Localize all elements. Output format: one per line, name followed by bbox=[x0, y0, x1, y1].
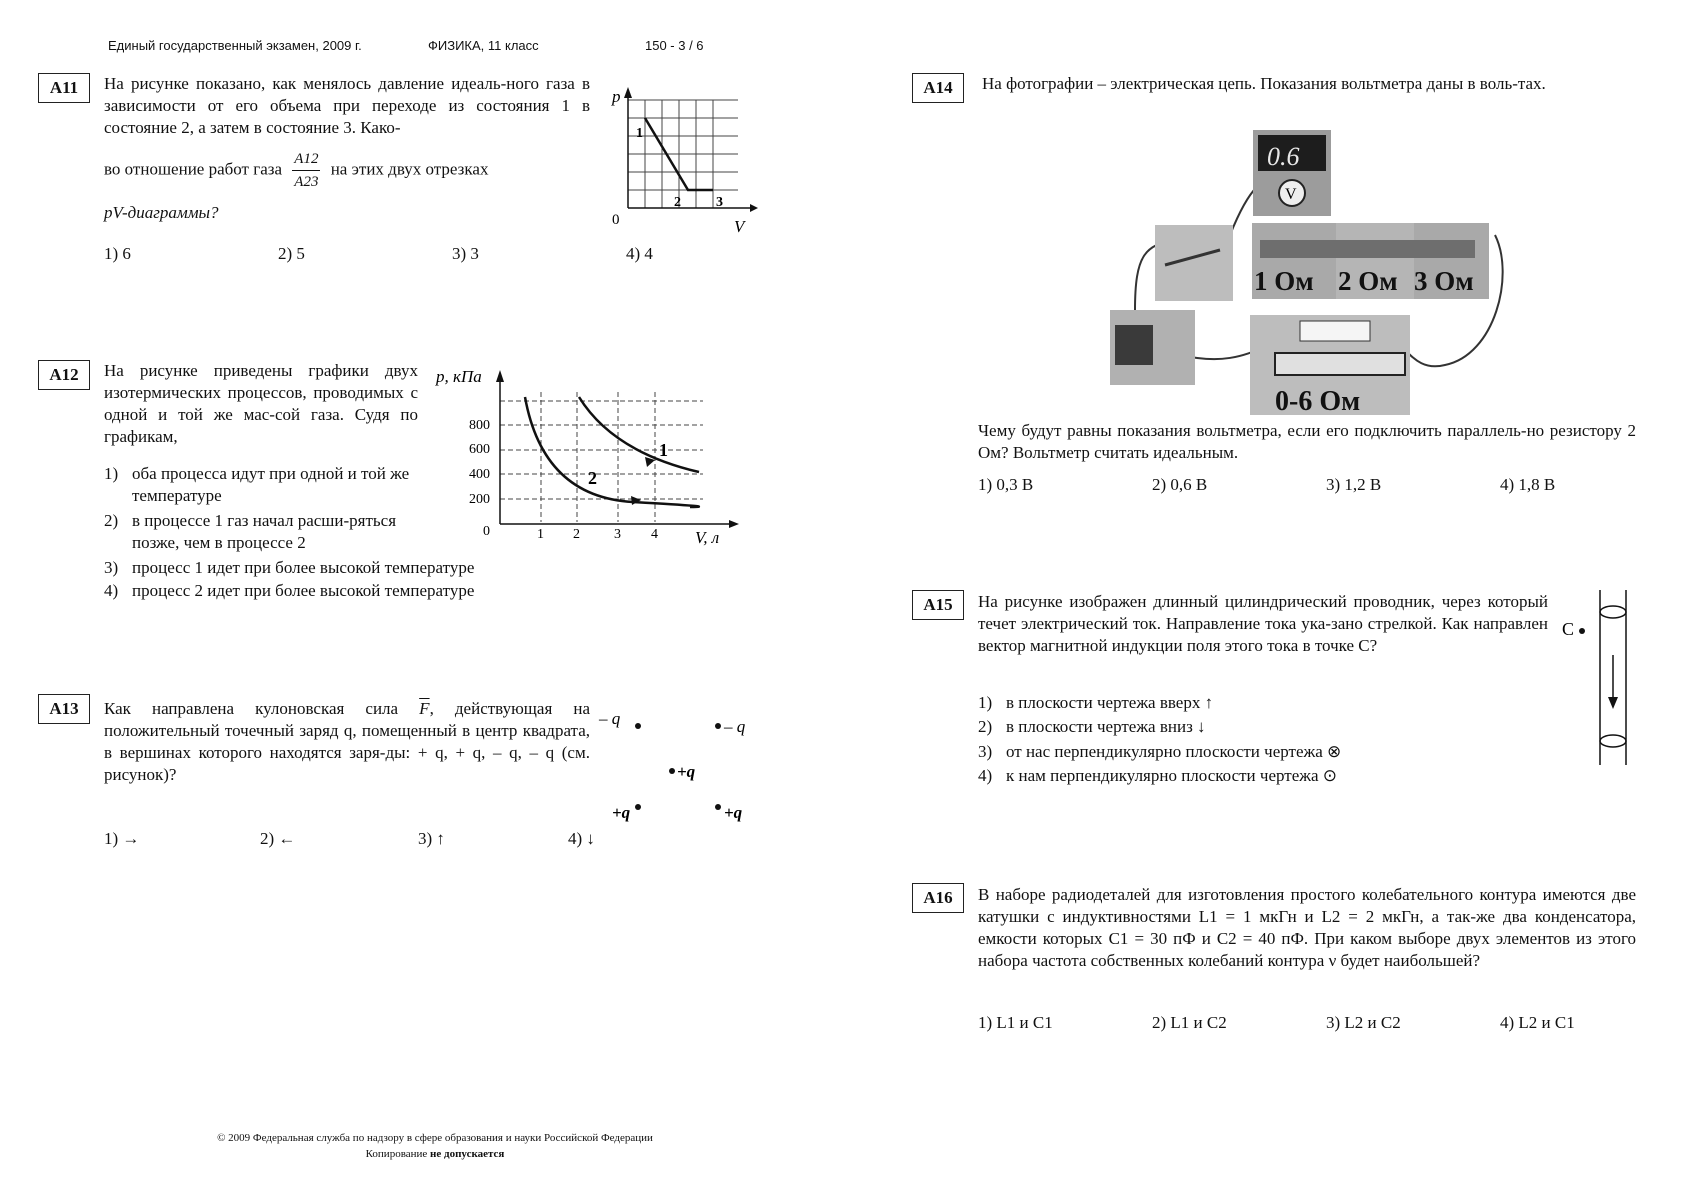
a15-option-3-text: от нас перпендикулярно плоскости чертежа ⊗ bbox=[1006, 742, 1342, 761]
a12-option-4-text: процесс 2 идет при более высокой температуре bbox=[132, 581, 475, 600]
a11-point-1: 1 bbox=[636, 126, 643, 141]
a12-grid bbox=[500, 392, 703, 522]
task-label-a14: А14 bbox=[912, 73, 964, 103]
a11-origin: 0 bbox=[612, 212, 620, 228]
a13-charge-br-dot bbox=[715, 804, 721, 810]
a13-charge-tl: – q bbox=[599, 709, 621, 728]
a11-p-label: p bbox=[612, 87, 621, 106]
a15-option-4-num: 4) bbox=[978, 766, 993, 785]
a12-option-3[interactable] bbox=[104, 557, 474, 579]
a11-answer-1[interactable]: 1) 6 bbox=[104, 244, 131, 263]
a11-text-line3: pV-диаграммы? bbox=[104, 203, 219, 222]
a14-resistor-3-label: 3 Ом bbox=[1414, 266, 1474, 296]
a11-ratio-numerator: A12 bbox=[292, 148, 320, 171]
a11-ratio bbox=[292, 148, 320, 193]
a11-p-axis-arrow bbox=[624, 87, 632, 98]
a12-xtick-3: 3 bbox=[614, 527, 621, 542]
a12-ytick-800: 800 bbox=[469, 418, 490, 433]
a16-answer-4[interactable]: 4) L2 и C1 bbox=[1500, 1013, 1575, 1032]
a12-xtick-2: 2 bbox=[573, 527, 580, 542]
a13-answer-4[interactable]: 4) ↓ bbox=[568, 829, 595, 848]
a11-text-part-b: на этих двух отрезках bbox=[330, 159, 489, 179]
a14-resistor-1-label: 1 Ом bbox=[1254, 266, 1314, 296]
a12-option-2-num: 2) bbox=[104, 511, 119, 530]
a11-answer-2[interactable]: 2) 5 bbox=[278, 244, 305, 263]
a12-option-1[interactable] bbox=[104, 463, 414, 507]
a12-p-axis-arrow bbox=[496, 370, 504, 382]
a12-origin: 0 bbox=[483, 524, 490, 539]
a12-ytick-600: 600 bbox=[469, 442, 490, 457]
a13-force-symbol: $\overline{F}$ bbox=[419, 699, 430, 718]
a16-answer-3[interactable]: 3) L2 и C2 bbox=[1326, 1013, 1401, 1032]
a13-text-part-a: Как направлена кулоновская сила bbox=[104, 699, 399, 718]
a12-option-2[interactable] bbox=[104, 510, 414, 554]
task-label-a13: А13 bbox=[38, 694, 90, 724]
a13-text-part-b: , действующая на положительный точечный заряд q, помещенный в центр квадрата, в вершинах которого находятся заря-ды: + q, + q, – q, – q (см. рисунок)? bbox=[104, 699, 590, 784]
a11-v-label: V bbox=[734, 217, 745, 235]
a14-question: Чему будут равны показания вольтметра, если его подключить параллель-но резистору 2 Ом? Вольтметр считать идеальным. bbox=[978, 421, 1636, 462]
a12-v-axis-arrow bbox=[729, 520, 739, 528]
a13-charge-br: +q bbox=[724, 803, 743, 822]
a12-curve-1-label: 1 bbox=[659, 440, 668, 460]
a13-charge-center-dot bbox=[669, 768, 675, 774]
a13-charge-tr-dot bbox=[715, 723, 721, 729]
a15-cylinder-bottom bbox=[1600, 735, 1626, 747]
a14-voltmeter-letter: V bbox=[1285, 186, 1297, 203]
a15-cylinder-top bbox=[1600, 606, 1626, 618]
a15-option-1[interactable] bbox=[978, 692, 1213, 714]
task-label-a11: А11 bbox=[38, 73, 90, 103]
a11-text: На рисунке показано, как менялось давление идеаль-ного газа в зависимости от его объема при переходе из состояния 1 в состояние 2, а затем в состояние 3. Како- bbox=[104, 74, 590, 137]
a11-answer-4[interactable]: 4) 4 bbox=[626, 244, 653, 263]
a12-option-4-num: 4) bbox=[104, 581, 119, 600]
a12-text: На рисунке приведены графики двух изотермических процессов, проводимых с одной и той же мас-сой газа. Судя по графикам, bbox=[104, 361, 418, 446]
a15-option-2[interactable] bbox=[978, 716, 1206, 738]
a16-answer-2[interactable]: 2) L1 и C2 bbox=[1152, 1013, 1227, 1032]
a11-text-line2 bbox=[104, 148, 590, 193]
a12-ytick-400: 400 bbox=[469, 467, 490, 482]
a12-ytick-200: 200 bbox=[469, 492, 490, 507]
a12-option-1-text: оба процесса идут при одной и той же температуре bbox=[132, 464, 410, 505]
a15-option-4[interactable] bbox=[978, 765, 1337, 787]
a11-v-axis-arrow bbox=[750, 204, 758, 212]
a13-charge-bl: +q bbox=[612, 803, 631, 822]
a15-option-4-text: к нам перпендикулярно плоскости чертежа ⊙ bbox=[1006, 766, 1338, 785]
a13-charge-center: +q bbox=[677, 762, 696, 781]
a11-text-part-a: во отношение работ газа bbox=[104, 159, 283, 179]
a15-current-arrowhead bbox=[1608, 697, 1618, 709]
a11-grid bbox=[628, 100, 738, 208]
a11-point-3: 3 bbox=[716, 195, 723, 210]
a14-answer-4[interactable]: 4) 1,8 В bbox=[1500, 475, 1556, 494]
a12-option-2-text: в процессе 1 газ начал расши-ряться позже, чем в процессе 2 bbox=[132, 511, 397, 552]
a12-curve-2 bbox=[525, 397, 699, 507]
a13-answer-1[interactable]: 1) → bbox=[104, 829, 140, 848]
a15-option-3-num: 3) bbox=[978, 742, 993, 761]
task-label-a16: А16 bbox=[912, 883, 964, 913]
a13-charge-tr: – q bbox=[724, 717, 746, 736]
footer-copy-notice bbox=[150, 1148, 720, 1160]
footer-copy-forbidden: не допускается bbox=[430, 1148, 505, 1160]
a14-resistor-2-label: 2 Ом bbox=[1338, 266, 1398, 296]
a12-y-label: p, кПа bbox=[436, 367, 482, 386]
a14-circuit-photo bbox=[1105, 125, 1515, 420]
a15-point-c: C bbox=[1562, 619, 1575, 639]
a14-answer-3[interactable]: 3) 1,2 В bbox=[1326, 475, 1382, 494]
a13-charge-bl-dot bbox=[635, 804, 641, 810]
task-label-a12: А12 bbox=[38, 360, 90, 390]
a12-option-4[interactable] bbox=[104, 580, 474, 602]
a12-isotherm-graph bbox=[433, 362, 743, 552]
a12-xtick-1: 1 bbox=[537, 527, 544, 542]
a14-text: На фотографии – электрическая цепь. Показания вольтметра даны в воль-тах. bbox=[982, 74, 1546, 93]
a12-option-1-num: 1) bbox=[104, 464, 119, 483]
a16-answer-1[interactable]: 1) L1 и C1 bbox=[978, 1013, 1053, 1032]
footer-copyright: © 2009 Федеральная служба по надзору в сфере образования и науки Российской Федерации bbox=[217, 1132, 653, 1144]
a15-point-c-dot bbox=[1579, 628, 1585, 634]
a11-point-2: 2 bbox=[674, 195, 681, 210]
a15-option-3[interactable] bbox=[978, 741, 1341, 763]
a12-xtick-4: 4 bbox=[651, 527, 658, 542]
task-label-a15: А15 bbox=[912, 590, 964, 620]
a15-conductor-diagram bbox=[1556, 585, 1636, 770]
a15-option-2-num: 2) bbox=[978, 717, 993, 736]
footer-copy-prefix: Копирование bbox=[365, 1148, 431, 1160]
a11-answer-3[interactable]: 3) 3 bbox=[452, 244, 479, 263]
a12-curve-1 bbox=[579, 397, 699, 472]
a13-charge-tl-dot bbox=[635, 723, 641, 729]
a14-answer-2[interactable]: 2) 0,6 В bbox=[1152, 475, 1208, 494]
a12-option-3-text: процесс 1 идет при более высокой температуре bbox=[132, 558, 475, 577]
a12-option-3-num: 3) bbox=[104, 558, 119, 577]
a11-ratio-denominator: A23 bbox=[294, 174, 319, 190]
a13-answer-3[interactable]: 3) ↑ bbox=[418, 829, 445, 848]
a14-answer-1[interactable]: 1) 0,3 В bbox=[978, 475, 1034, 494]
a15-option-1-text: в плоскости чертежа вверх ↑ bbox=[1006, 693, 1214, 712]
a14-rheostat-label: 0-6 Ом bbox=[1275, 386, 1361, 417]
header-exam: Единый государственный экзамен, 2009 г. bbox=[108, 38, 362, 53]
a16-text: В наборе радиодеталей для изготовления простого колебательного контура имеются две катушки с индуктивностями L1 = 1 мкГн и L2 = 2 мкГн, а так-же два конденсатора, емкости которых C1 = 30 пФ и C2 = 40 пФ. При каком выборе двух элементов из этого набора частота собственных колебаний контура ν будет наибольшей? bbox=[978, 885, 1636, 970]
a12-curve-2-label: 2 bbox=[588, 468, 597, 488]
a13-charges-diagram bbox=[595, 700, 765, 835]
a13-answer-2[interactable]: 2) ← bbox=[260, 829, 296, 848]
a12-x-label: V, л bbox=[695, 528, 720, 547]
a12-curve-2-arrow bbox=[631, 496, 641, 505]
a14-voltmeter-reading: 0.6 bbox=[1267, 142, 1300, 171]
a15-option-2-text: в плоскости чертежа вниз ↓ bbox=[1006, 717, 1206, 736]
a15-option-1-num: 1) bbox=[978, 693, 993, 712]
header-subject: ФИЗИКА, 11 класс bbox=[428, 38, 539, 53]
a11-pv-diagram bbox=[600, 85, 760, 235]
a13-text bbox=[104, 698, 590, 786]
header-page: 150 - 3 / 6 bbox=[645, 38, 704, 53]
a15-text: На рисунке изображен длинный цилиндрический проводник, через который течет электрический ток. Направление тока ука-зано стрелкой. Как направлен вектор магнитной индукции поля этого тока в точке С? bbox=[978, 592, 1548, 655]
